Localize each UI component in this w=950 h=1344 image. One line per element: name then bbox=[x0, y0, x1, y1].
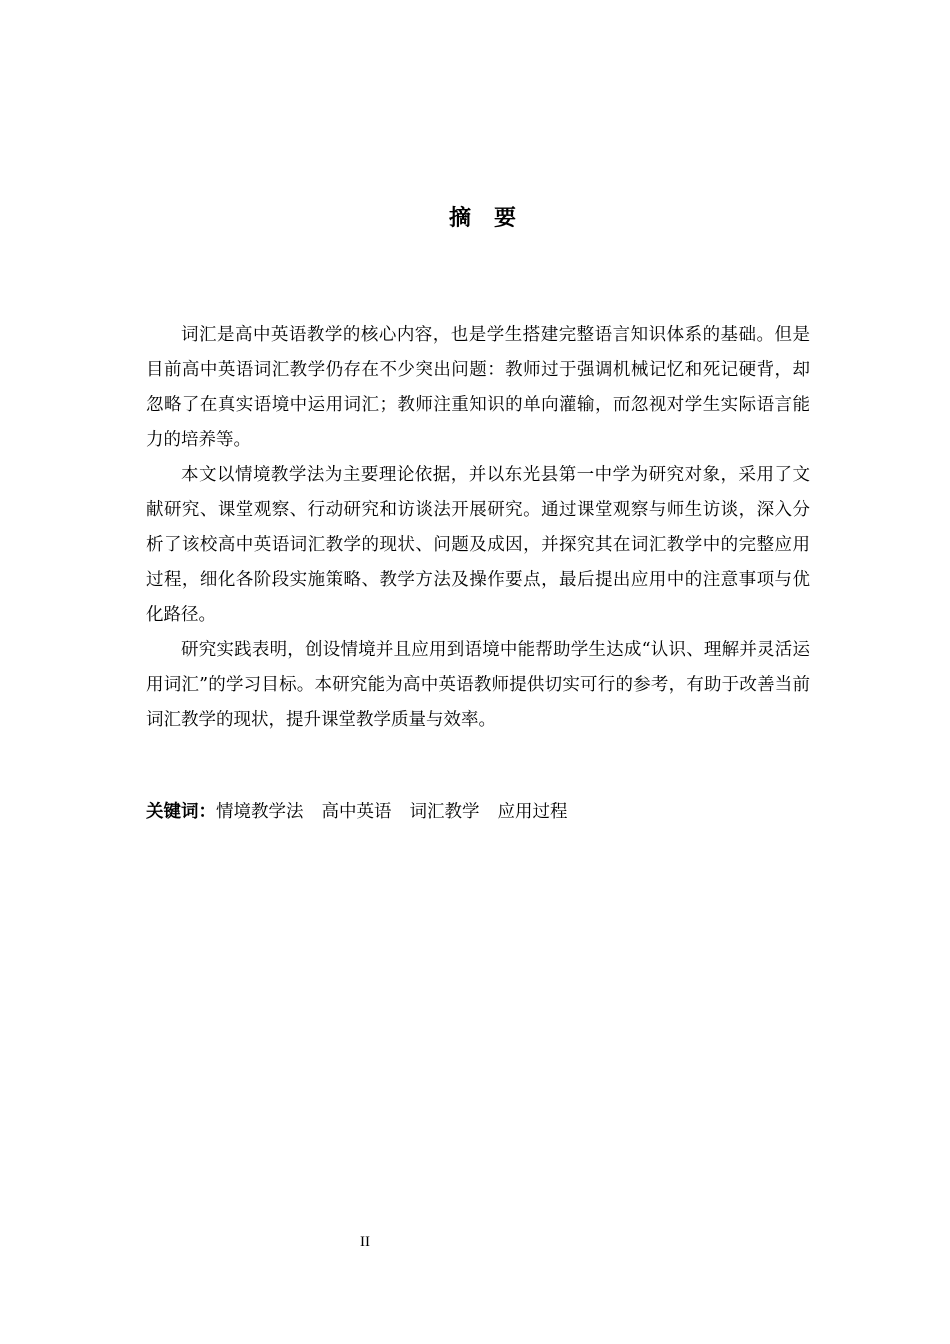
abstract-heading-char-1: 摘 bbox=[448, 206, 472, 231]
keyword-item: 应用过程 bbox=[497, 802, 568, 822]
keyword-item: 高中英语 bbox=[321, 802, 392, 822]
abstract-paragraph-3: 研究实践表明，创设情境并且应用到语境中能帮助学生达成“认识、理解并灵活运用词汇”的学习目标。本研究能为高中英语教师提供切实可行的参考，有助于改善当前词汇教学的现状，提升课堂教学质量与效率。 bbox=[146, 640, 810, 730]
abstract-heading bbox=[0, 203, 950, 235]
keyword-item: 情境教学法 bbox=[216, 802, 304, 822]
page-number: II bbox=[360, 1234, 370, 1250]
abstract-heading-char-2: 要 bbox=[494, 206, 518, 231]
keywords-line bbox=[146, 797, 810, 827]
abstract-paragraph-2: 本文以情境教学法为主要理论依据，并以东光县第一中学为研究对象，采用了文献研究、课堂观察、行动研究和访谈法开展研究。通过课堂观察与师生访谈，深入分析了该校高中英语词汇教学的现状、问题及成因，并探究其在词汇教学中的完整应用过程，细化各阶段实施策略、教学方法及操作要点，最后提出应用中的注意事项与优化路径。 bbox=[146, 465, 810, 625]
abstract-paragraph-1: 词汇是高中英语教学的核心内容，也是学生搭建完整语言知识体系的基础。但是目前高中英语词汇教学仍存在不少突出问题：教师过于强调机械记忆和死记硬背，却忽略了在真实语境中运用词汇；教师注重知识的单向灌输，而忽视对学生实际语言能力的培养等。 bbox=[146, 325, 810, 450]
keyword-item: 词汇教学 bbox=[409, 802, 480, 822]
keywords-label: 关键词： bbox=[146, 802, 216, 822]
abstract-body bbox=[146, 318, 810, 738]
